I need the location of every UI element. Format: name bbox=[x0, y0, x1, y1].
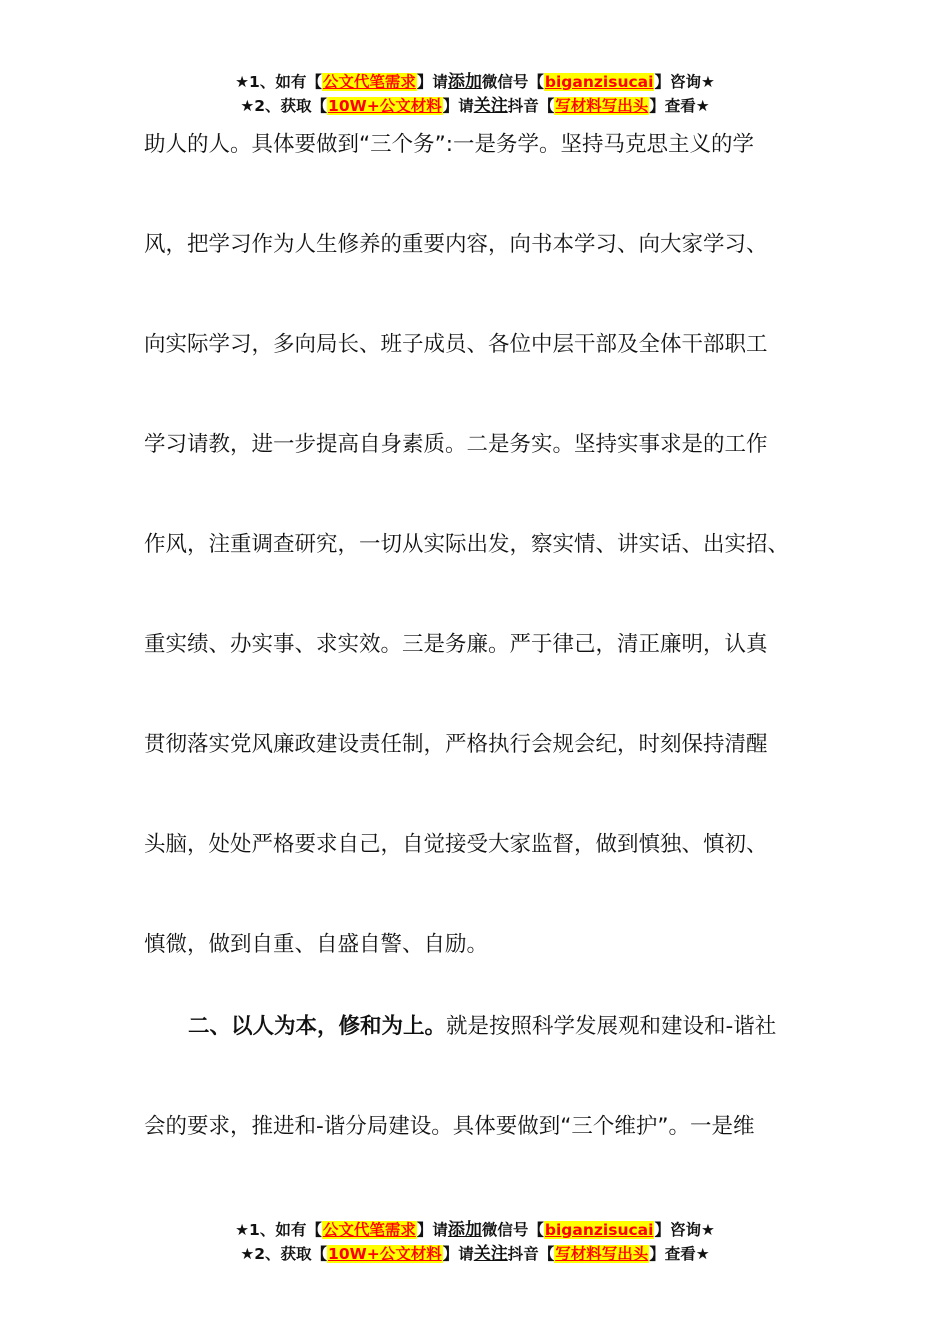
banner-text: 】查看★ bbox=[649, 97, 710, 115]
banner-emphasis: 关注 bbox=[473, 96, 508, 116]
banner-text: 微信号【 bbox=[481, 73, 544, 91]
banner-emphasis: 添加 bbox=[447, 72, 482, 92]
banner-text: 2、获取【 bbox=[254, 1245, 328, 1263]
star-icon: ★ bbox=[240, 97, 255, 115]
body-line: 助人的人。具体要做到“三个务”:一是务学。坚持马克思主义的学 bbox=[144, 132, 755, 157]
banner-text: 】请 bbox=[416, 73, 448, 91]
banner-text: 微信号【 bbox=[481, 1221, 544, 1239]
footer-banner bbox=[0, 1218, 950, 1266]
banner-text: 2、获取【 bbox=[254, 97, 328, 115]
banner-text: 1、如有【 bbox=[249, 73, 322, 91]
footer-banner-line-2 bbox=[0, 1242, 950, 1266]
banner-text: 】咨询★ bbox=[654, 1221, 715, 1239]
header-banner-line-1 bbox=[0, 70, 950, 94]
body-line: 头脑，处处严格要求自己，自觉接受大家监督，做到慎独、慎初、 bbox=[144, 832, 768, 857]
body-line: 向实际学习，多向局长、班子成员、各位中层干部及全体干部职工 bbox=[144, 332, 768, 357]
footer-banner-line-1 bbox=[0, 1218, 950, 1242]
banner-emphasis: 添加 bbox=[447, 1220, 482, 1240]
banner-text: 】请 bbox=[442, 1245, 474, 1263]
star-icon: ★ bbox=[240, 1245, 255, 1263]
banner-highlight-materials: 10W+公文材料 bbox=[328, 1245, 442, 1263]
banner-highlight-materials: 10W+公文材料 bbox=[328, 97, 442, 115]
banner-highlight-service: 公文代笔需求 bbox=[322, 1221, 416, 1239]
document-body bbox=[144, 95, 814, 1177]
body-line: 重实绩、办实事、求实效。三是务廉。严于律己，清正廉明，认真 bbox=[144, 632, 768, 657]
banner-text: 抖音【 bbox=[507, 1245, 555, 1263]
banner-text: 】请 bbox=[442, 97, 474, 115]
body-line: 作风，注重调查研究，一切从实际出发，察实情、讲实话、出实招、 bbox=[144, 532, 790, 557]
banner-text: 】咨询★ bbox=[654, 73, 715, 91]
banner-highlight-douyin: 写材料写出头 bbox=[555, 97, 649, 115]
banner-highlight-douyin: 写材料写出头 bbox=[555, 1245, 649, 1263]
banner-emphasis: 关注 bbox=[473, 1244, 508, 1264]
body-line: 贯彻落实党风廉政建设责任制，严格执行会规会纪，时刻保持清醒 bbox=[144, 732, 768, 757]
banner-text: 1、如有【 bbox=[249, 1221, 322, 1239]
body-line: 学习请教，进一步提高自身素质。二是务实。坚持实事求是的工作 bbox=[144, 432, 768, 457]
star-icon: ★ bbox=[235, 73, 250, 91]
banner-highlight-wechat-id: biganzisucai bbox=[544, 73, 654, 91]
body-line: 慎微，做到自重、自盛自警、自励。 bbox=[144, 932, 489, 957]
banner-text: 】请 bbox=[416, 1221, 448, 1239]
body-line: 风，把学习作为人生修养的重要内容，向书本学习、向大家学习、 bbox=[144, 232, 768, 257]
section-2-heading: 二、以人为本，修和为上。 bbox=[188, 1014, 447, 1039]
banner-highlight-service: 公文代笔需求 bbox=[322, 73, 416, 91]
banner-text: 抖音【 bbox=[507, 97, 555, 115]
body-line: 会的要求，推进和-谐分局建设。具体要做到“三个维护”。一是维 bbox=[144, 1114, 755, 1139]
section-2-first-line bbox=[144, 977, 814, 1077]
banner-text: 】查看★ bbox=[649, 1245, 710, 1263]
section-2-text: 就是按照科学发展观和建设和-谐社 bbox=[446, 1014, 777, 1039]
star-icon: ★ bbox=[235, 1221, 250, 1239]
banner-highlight-wechat-id: biganzisucai bbox=[544, 1221, 654, 1239]
